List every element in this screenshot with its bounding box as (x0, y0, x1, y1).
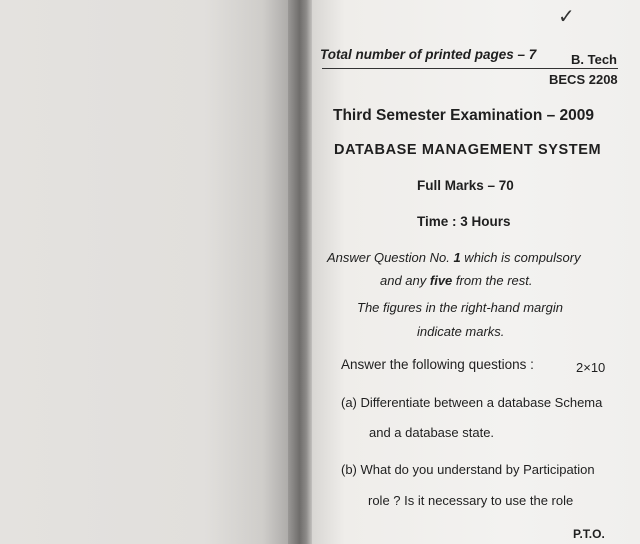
time-allowed: Time : 3 Hours (417, 214, 511, 229)
question-1b-line-1: (b) What do you understand by Participation (341, 462, 595, 477)
full-marks: Full Marks – 70 (417, 178, 514, 193)
left-page-bleed (0, 0, 292, 544)
instruction-text: Answer Question No. (327, 250, 454, 265)
instruction-line-2 (380, 273, 532, 288)
instruction-text: which is compulsory (460, 250, 581, 265)
instruction-question-number: 1 (453, 250, 461, 265)
instruction-emphasis: five (429, 273, 453, 288)
instruction-line-1 (327, 250, 581, 265)
course-name: B. Tech (571, 52, 617, 67)
printed-pages-count: Total number of printed pages – 7 (320, 47, 537, 62)
question-1a-line-2: and a database state. (369, 425, 495, 440)
exam-title: Third Semester Examination – 2009 (333, 107, 595, 124)
instruction-line-4: indicate marks. (417, 324, 505, 339)
page-turn-over: P.T.O. (573, 527, 605, 541)
question-1b-line-2: role ? Is it necessary to use the role (368, 493, 574, 508)
book-spine-shadow (288, 0, 314, 544)
instruction-text: and any (380, 273, 430, 288)
instruction-text: from the rest. (452, 273, 533, 288)
question-1-marks: 2×10 (576, 360, 606, 375)
header-divider (322, 68, 618, 69)
instruction-line-3: The figures in the right-hand margin (357, 300, 563, 315)
question-1a-line-1: (a) Differentiate between a database Schema (341, 395, 603, 410)
course-code: BECS 2208 (549, 72, 618, 87)
check-mark-icon: ✓ (558, 4, 575, 28)
subject-title: DATABASE MANAGEMENT SYSTEM (334, 142, 602, 158)
question-1-prompt: Answer the following questions : (341, 357, 534, 372)
bleed-through-text (40, 40, 43, 54)
